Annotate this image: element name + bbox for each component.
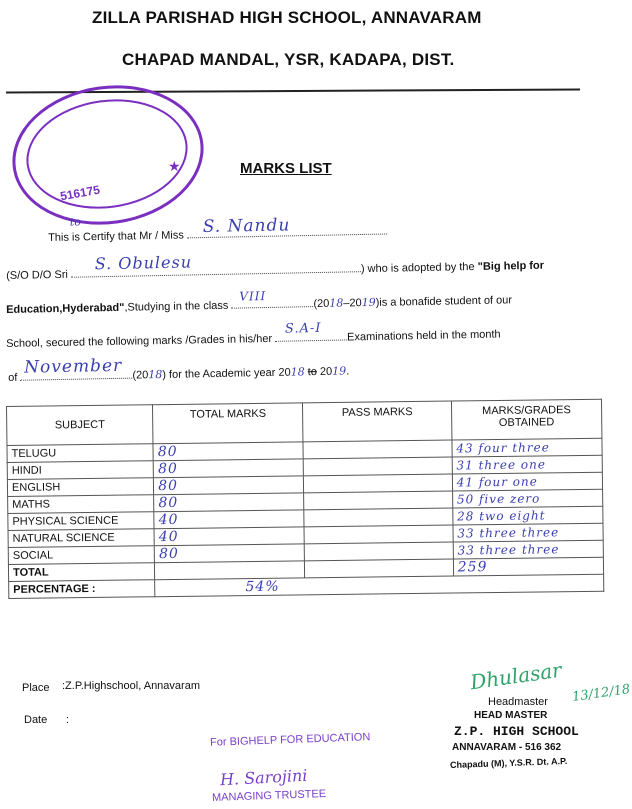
year-start: 18 — [329, 296, 344, 310]
school-address: CHAPAD MANDAL, YSR, KADAPA, DIST. — [122, 50, 455, 69]
year-end: 19 — [361, 295, 376, 310]
table-row: ENGLISH 80 41 four one — [7, 472, 602, 496]
place-label: Place — [22, 682, 50, 694]
cert-line-3: Education,Hyderabad",Studying in the class VIII (2018–2019)is a bonafide student of our — [6, 289, 513, 316]
father-name: S. Obulesu — [94, 252, 193, 274]
place-value: :Z.P.Highschool, Annavaram — [62, 680, 200, 692]
academic-year-end: 19 — [332, 364, 347, 378]
class-value: VIII — [239, 289, 267, 304]
exam-value: S.A-I — [284, 320, 322, 337]
headmaster-signature: Dhulasar — [468, 657, 564, 695]
cert-line-2: (S/O D/O Sri S. Obulesu ) who is adopted by the "Big help for — [6, 252, 545, 282]
total-value: 259 — [453, 557, 603, 576]
table-row: NATURAL SCIENCE 40 33 three three — [8, 523, 603, 547]
headmaster-stamp-title: HEAD MASTER — [474, 710, 548, 721]
headmaster-label: Headmaster — [488, 696, 548, 708]
table-row: TELUGU 80 43 four three — [7, 438, 602, 462]
headmaster-stamp-district: Chapadu (M), Y.S.R. Dt. A.P. — [449, 755, 568, 771]
total-row: TOTAL 259 — [8, 557, 603, 581]
month-value: November — [24, 355, 123, 378]
trustee-signature: H. Sarojini — [219, 765, 308, 790]
cert-line-4: School, secured the following marks /Grades in his/her S.A-I Examinations held in the month — [6, 320, 501, 350]
percentage-value: 54% — [155, 574, 604, 596]
headmaster-stamp-school: Z.P. HIGH SCHOOL — [454, 724, 579, 739]
headmaster-stamp-place: ANNAVARAM - 516 362 — [452, 742, 562, 753]
month-year: 18 — [148, 368, 163, 382]
date-label: Date — [24, 714, 48, 726]
col-pass-marks: PASS MARKS — [303, 401, 452, 442]
sign-date: 13/12/18 — [571, 682, 632, 705]
page-title: MARKS LIST — [240, 160, 332, 177]
col-subject: SUBJECT — [7, 405, 154, 446]
seal-star-icon: ★ — [168, 158, 181, 174]
inserted-to: to — [69, 215, 82, 229]
cert-line-5: of November (2018) for the Academic year 2018 to 2019. — [8, 355, 350, 384]
col-obtained: MARKS/GRADES OBTAINED — [451, 399, 602, 440]
org-stamp-role: MANAGING TRUSTEE — [211, 788, 327, 804]
table-row: MATHS 80 50 five zero — [8, 489, 603, 513]
table-row: SOCIAL 80 33 three three — [8, 540, 603, 564]
marks-table — [6, 399, 604, 599]
seal-number: 516175 — [59, 182, 101, 204]
percentage-row: PERCENTAGE : 54% — [9, 574, 604, 598]
table-row: HINDI 80 31 three one — [7, 455, 602, 479]
col-total-marks: TOTAL MARKS — [153, 403, 304, 444]
student-name: S. Nandu — [202, 215, 291, 238]
table-row: PHYSICAL SCIENCE 40 28 two eight — [8, 506, 603, 530]
org-stamp-title: For BIGHELP FOR EDUCATION — [209, 731, 371, 749]
school-name: ZILLA PARISHAD HIGH SCHOOL, ANNAVARAM — [92, 8, 482, 27]
cert-line-1: This is Certify that Mr / Miss to S. Nandu — [48, 223, 387, 244]
academic-year-start: 18 — [290, 365, 305, 379]
date-value: : — [66, 714, 70, 726]
